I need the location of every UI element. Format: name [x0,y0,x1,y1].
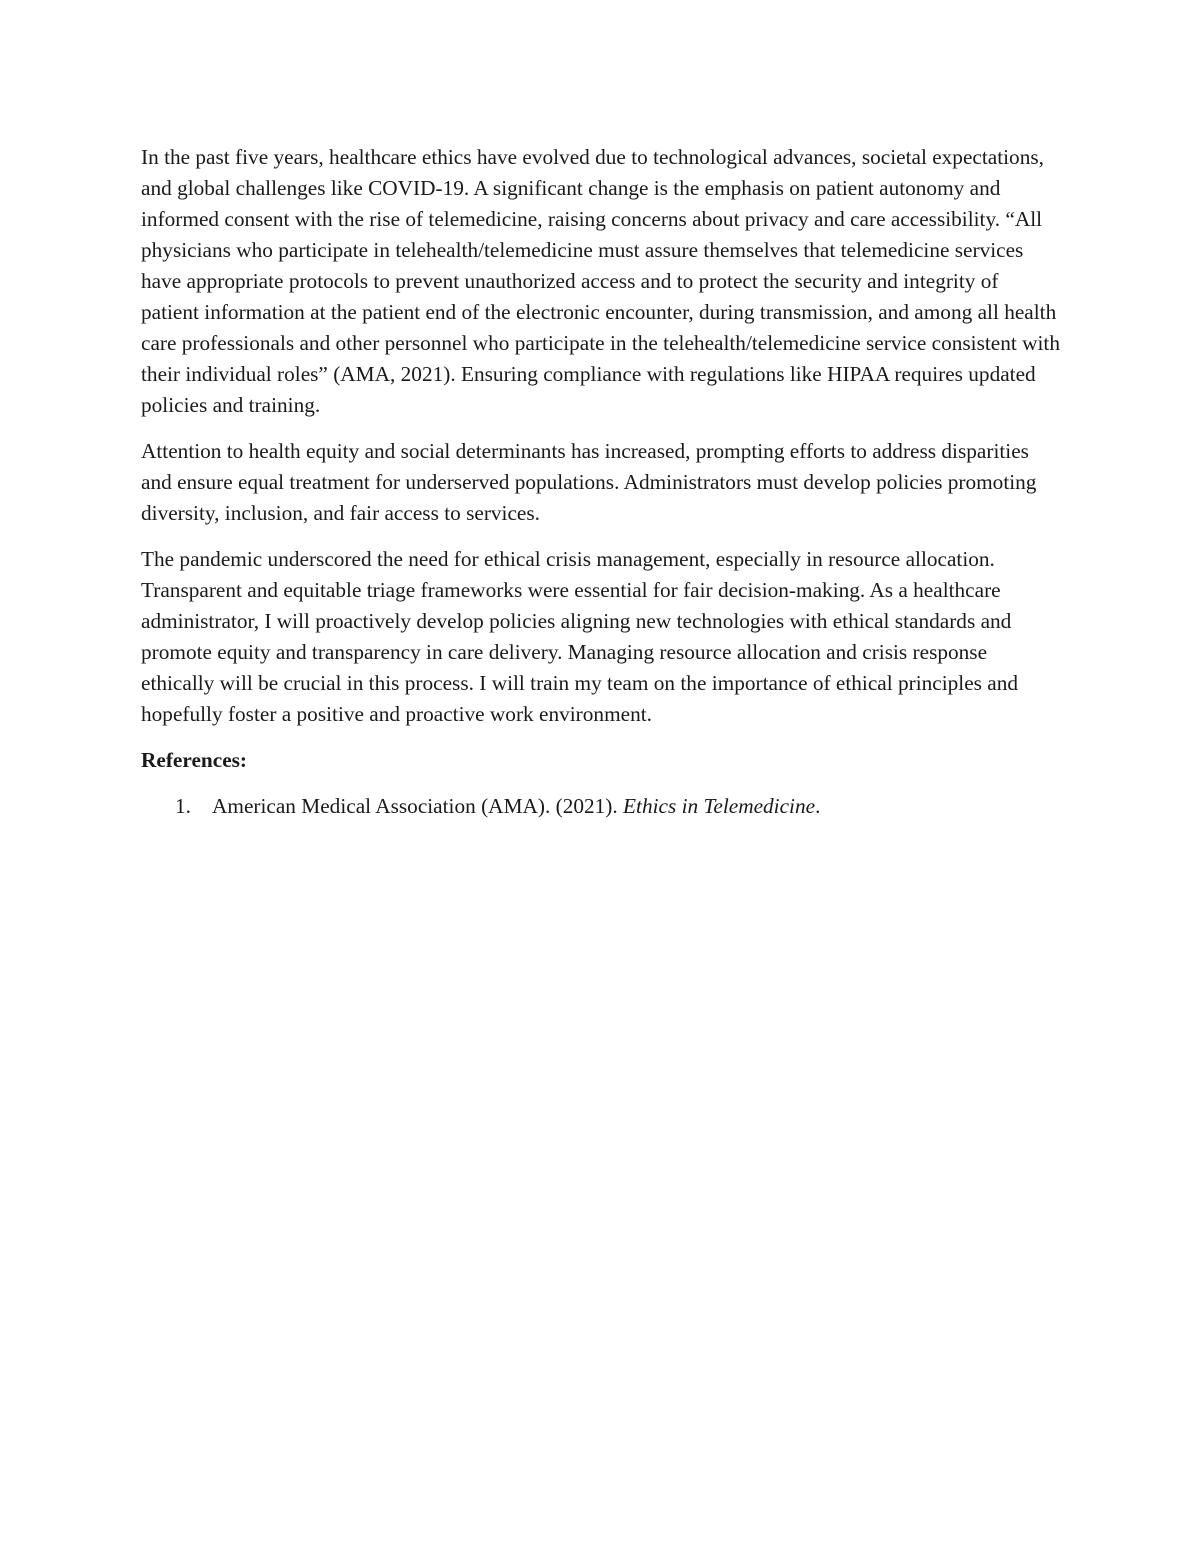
body-paragraph: In the past five years, healthcare ethics have evolved due to technological advances, societal expectations, and global challenges like COVID-19. A significant change is the emphasis on patient autonomy and informed consent with the rise of telemedicine, raising concerns about privacy and care accessibility. “All physicians who participate in telehealth/telemedicine must assure themselves that telemedicine services have appropriate protocols to prevent unauthorized access and to protect the security and integrity of patient information at the patient end of the electronic encounter, during transmission, and among all health care professionals and other personnel who participate in the telehealth/telemedicine service consistent with their individual roles” (AMA, 2021). Ensuring compliance with regulations like HIPAA requires updated policies and training. [141,145,1060,417]
reference-title: Ethics in Telemedicine [623,794,816,818]
document-body [141,142,1061,822]
reference-number: 1. [175,794,191,818]
body-paragraph: The pandemic underscored the need for ethical crisis management, especially in resource allocation. Transparent and equitable triage frameworks were essential for fair decision-making. As a healthcare administrator, I will proactively develop policies aligning new technologies with ethical standards and promote equity and transparency in care delivery. Managing resource allocation and crisis response ethically will be crucial in this process. I will train my team on the importance of ethical principles and hopefully foster a positive and proactive work environment. [141,547,1019,726]
references-list [141,791,1061,822]
reference-text [212,791,820,822]
reference-citation: American Medical Association (AMA). (2021). [212,794,624,818]
references-heading: References: [141,748,248,772]
reference-item [141,791,1061,822]
body-paragraph: Attention to health equity and social determinants has increased, prompting efforts to address disparities and ensure equal treatment for underserved populations. Administrators must develop policies promoting diversity, inclusion, and fair access to services. [141,439,1037,525]
reference-end: . [815,794,821,818]
